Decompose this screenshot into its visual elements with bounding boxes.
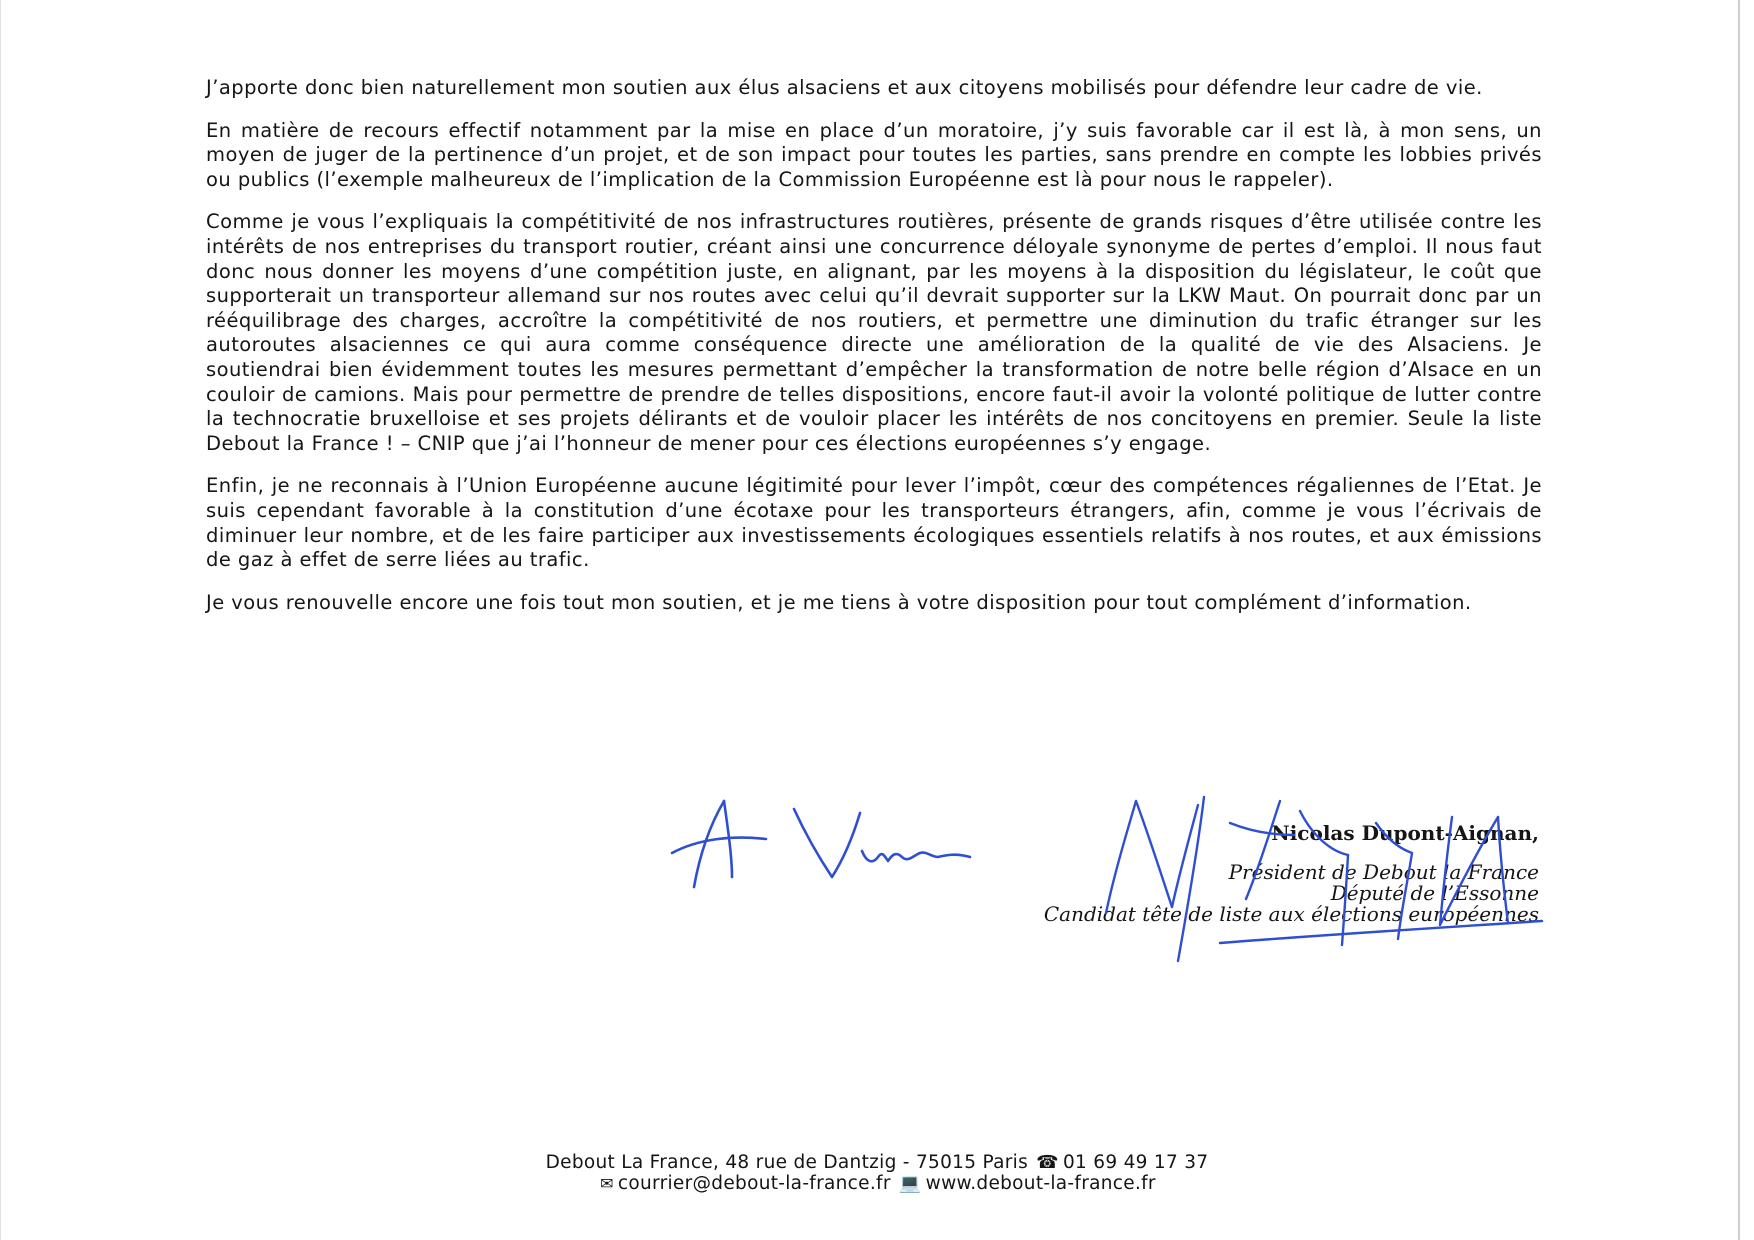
signatory-role-depute: Député de l’Essonne — [1330, 881, 1539, 905]
paragraph-support: J’apporte donc bien naturellement mon soutien aux élus alsaciens et aux citoyens mobilisés pour défendre leur cadre de vie. — [206, 76, 1483, 99]
paragraph-ecotax: Enfin, je ne reconnais à l’Union Européenne aucune légitimité pour lever l’impôt, cœur des compétences régaliennes de l’Etat. Je suis cependant favorable à la constitution d’une écotaxe pour les transporteurs étrangers, afin, comme je vous l’écrivais de diminuer leur nombre, et de les faire participer aux investissements écologiques essentiels relatifs à nos routes, et aux émissions de gaz à effet de serre liées au trafic. — [206, 474, 1542, 572]
paragraph-closing: Je vous renouvelle encore une fois tout mon soutien, et je me tiens à votre disposition pour tout complément d’information. — [206, 590, 1472, 614]
letter-footer — [0, 1152, 1754, 1194]
footer-email[interactable]: courrier@debout-la-france.fr — [617, 1173, 891, 1194]
email-icon: ✉ — [600, 1174, 614, 1193]
handwritten-signature — [1080, 795, 1560, 965]
signatory-role-candidate: Candidat tête de liste aux élections européennes — [1043, 902, 1539, 926]
footer-line-address — [0, 1152, 1754, 1173]
footer-line-contact — [0, 1173, 1754, 1194]
letter-body — [206, 76, 1542, 633]
paragraph-competitiveness: Comme je vous l’expliquais la compétitivité de nos infrastructures routières, présente de grands risques d’être utilisée contre les intérêts de nos entreprises du transport routier, créant ainsi une concurrence déloyale synonyme de pertes d’emploi. Il nous faut donc nous donner les moyens d’une compétition juste, en alignant, par les moyens à la disposition du législateur, le coût que supporterait un transporteur allemand sur nos routes avec celui qu’il devrait supporter sur la LKW Maut. On pourrait donc par un rééquilibrage des charges, accroître la compétitivité de nos routiers, et permettre une diminution du trafic étranger sur les autoroutes alsaciennes ce qui aura comme conséquence directe une amélioration de la qualité de vie des Alsaciens. Je soutiendrai bien évidemment toutes les mesures permettant d’empêcher la transformation de notre belle région d’Alsace en un couloir de camions. Mais pour permettre de prendre de telles dispositions, encore faut-il avoir la volonté politique de lutter contre la technocratie bruxelloise et ses projets délirants et de vouloir placer les intérêts de nos concitoyens en premier. Seule la liste Debout la France ! – CNIP que j’ai l’honneur de mener pour ces élections européennes s’y engage. — [206, 210, 1542, 455]
footer-address: Debout La France, 48 rue de Dantzig - 75015 Paris — [545, 1152, 1029, 1173]
telephone-icon: ☎ — [1036, 1152, 1059, 1173]
scan-edge-left — [0, 0, 1, 1240]
computer-icon: 💻 — [898, 1173, 922, 1194]
paragraph-moratorium: En matière de recours effectif notamment par la mise en place d’un moratoire, j’y suis favorable car il est là, à mon sens, un moyen de juger de la pertinence d’un projet, et de son impact pour toutes les parties, sans prendre en compte les lobbies privés ou publics (l’exemple malheureux de l’implication de la Commission Européenne est là pour nous le rappeler). — [206, 118, 1542, 191]
handwritten-signature-drawing — [1080, 795, 1560, 965]
scan-edge-right — [1738, 0, 1740, 1240]
footer-website[interactable]: www.debout-la-france.fr — [925, 1173, 1156, 1194]
footer-phone: 01 69 49 17 37 — [1062, 1152, 1209, 1173]
signatory-role-president: Président de Debout la France — [1228, 860, 1539, 884]
signatory-name: Nicolas Dupont-Aignan, — [1271, 821, 1539, 845]
